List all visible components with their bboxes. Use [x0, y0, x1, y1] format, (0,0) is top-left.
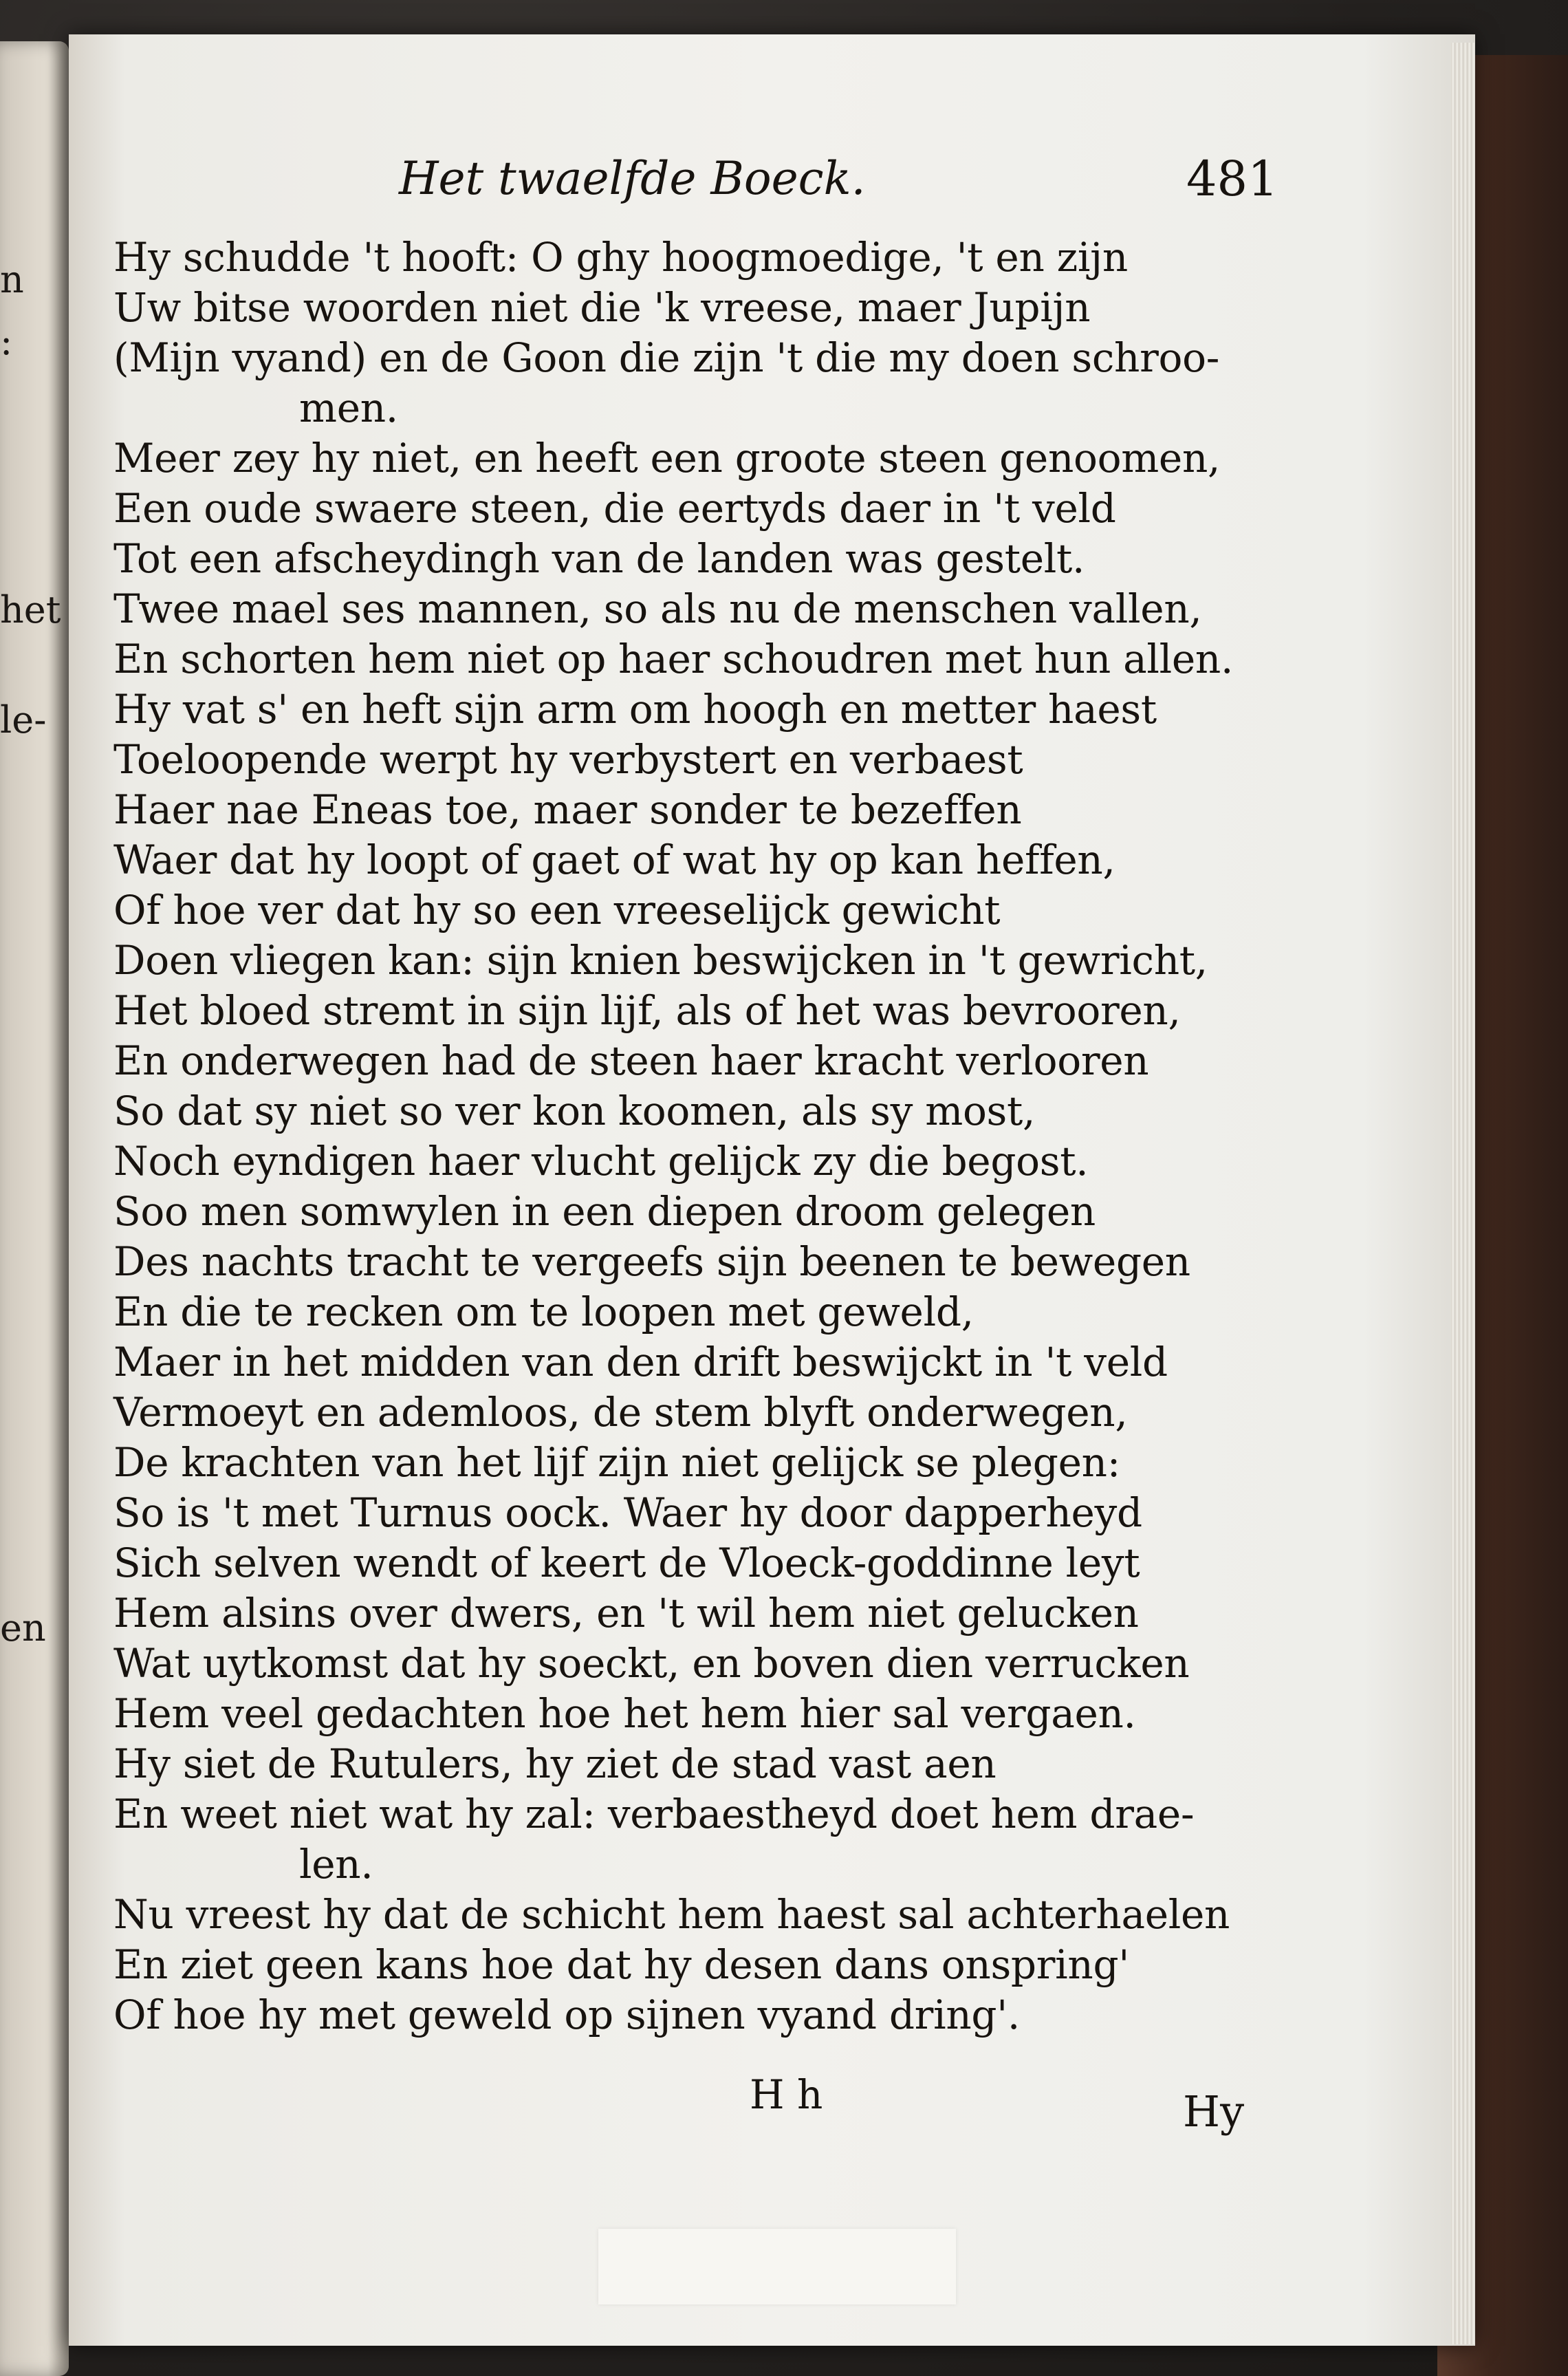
- verse-line: Uw bitse woorden niet die 'k vreese, maer Jupijn: [113, 284, 1091, 331]
- verse-line: Twee mael ses mannen, so als nu de menschen vallen,: [113, 585, 1202, 632]
- verse-line: Haer nae Eneas toe, maer sonder te bezeffen: [113, 786, 1022, 833]
- verse-line: (Mijn vyand) en de Goon die zijn 't die my doen schroo-: [113, 334, 1220, 381]
- catchword: Hy: [1183, 2086, 1245, 2137]
- verse-line: Hy schudde 't hooft: O ghy hoogmoedige, 't en zijn: [113, 234, 1128, 281]
- verse-line: Hy siet de Rutulers, hy ziet de stad vast aen: [113, 1740, 997, 1787]
- verse-line: En die te recken om te loopen met geweld,: [113, 1288, 974, 1335]
- verse-line: So dat sy niet so ver kon koomen, als sy most,: [113, 1088, 1036, 1134]
- verse-line: men.: [299, 385, 398, 431]
- verse-line: Het bloed stremt in sijn lijf, als of het was bevrooren,: [113, 987, 1181, 1034]
- verse-line: Des nachts tracht te vergeefs sijn beenen te bewegen: [113, 1238, 1190, 1285]
- verse-line: Een oude swaere steen, die eertyds daer in 't veld: [113, 485, 1116, 532]
- verse-line: Soo men somwylen in een diepen droom gelegen: [113, 1188, 1096, 1235]
- verse-line: Sich selven wendt of keert de Vloeck-goddinne leyt: [113, 1540, 1140, 1586]
- left-page-fragment: n: [0, 258, 24, 301]
- page-number: 481: [1186, 151, 1278, 207]
- verse-line: So is 't met Turnus oock. Waer hy door dapperheyd: [113, 1489, 1142, 1536]
- verse-line: len.: [299, 1841, 373, 1888]
- page-edge: [1451, 43, 1474, 2344]
- verse-line: Waer dat hy loopt of gaet of wat hy op kan heffen,: [113, 836, 1115, 883]
- verse-line: En schorten hem niet op haer schoudren met hun allen.: [113, 636, 1234, 682]
- verse-line: En ziet geen kans hoe dat hy desen dans onspring': [113, 1941, 1129, 1988]
- verse-line: Noch eyndigen haer vlucht gelijck zy die begost.: [113, 1138, 1089, 1185]
- verse-line: Wat uytkomst dat hy soeckt, en boven dien verrucken: [113, 1640, 1190, 1687]
- paper-patch: [598, 2229, 956, 2304]
- verse-line: Vermoeyt en ademloos, de stem blyft onderwegen,: [113, 1389, 1128, 1436]
- verse-line: En onderwegen had de steen haer kracht verlooren: [113, 1037, 1149, 1084]
- verse-line: De krachten van het lijf zijn niet gelijck se plegen:: [113, 1439, 1120, 1486]
- left-page-fragment: :: [0, 320, 13, 363]
- verse-line: Maer in het midden van den drift beswijckt in 't veld: [113, 1339, 1168, 1385]
- verse-line: Tot een afscheydingh van de landen was gestelt.: [113, 535, 1085, 582]
- left-page-edge: [0, 41, 69, 2376]
- verse-line: En weet niet wat hy zal: verbaestheyd doet hem drae-: [113, 1791, 1195, 1837]
- running-head: Het twaelfde Boeck.: [399, 152, 866, 205]
- verse-line: Of hoe hy met geweld op sijnen vyand dring'.: [113, 1991, 1020, 2038]
- verse-line: Doen vliegen kan: sijn knien beswijcken in 't gewricht,: [113, 937, 1208, 984]
- verse-line: Of hoe ver dat hy so een vreeselijck gewicht: [113, 887, 1001, 933]
- verse-line: Hem alsins over dwers, en 't wil hem niet gelucken: [113, 1590, 1139, 1637]
- left-page-fragment: het: [0, 588, 61, 631]
- verse-line: Toeloopende werpt hy verbystert en verbaest: [113, 736, 1023, 783]
- signature-mark: H h: [750, 2071, 823, 2118]
- verse-block: [113, 233, 1338, 2040]
- left-page-fragment: le-: [0, 698, 47, 742]
- left-page-fragment: en: [0, 1606, 46, 1650]
- verse-line: Hem veel gedachten hoe het hem hier sal vergaen.: [113, 1690, 1136, 1737]
- verse-line: Hy vat s' en heft sijn arm om hoogh en metter haest: [113, 686, 1157, 733]
- verse-line: Nu vreest hy dat de schicht hem haest sal achterhaelen: [113, 1891, 1230, 1938]
- verse-line: Meer zey hy niet, en heeft een groote steen genoomen,: [113, 435, 1221, 482]
